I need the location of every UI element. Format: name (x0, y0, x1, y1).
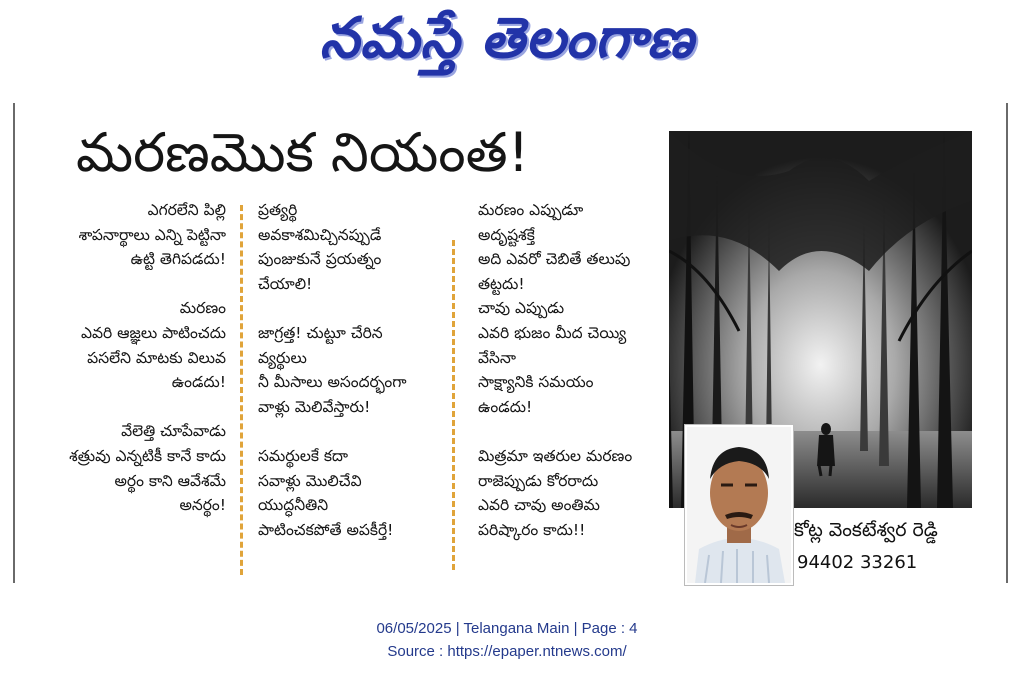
masthead-logo: నమస్తే తెలంగాణ (319, 6, 695, 71)
poem-line: మరణం (179, 299, 226, 318)
poem-line: మరణం ఎప్పుడూ (478, 201, 584, 219)
poem-line: వ్యర్థులు (258, 348, 307, 367)
poem-line: ఉండదు! (478, 397, 533, 416)
right-rule (1006, 103, 1008, 583)
poem-line: ప్రత్యర్థి (258, 201, 298, 219)
poem-line: పరిష్కారం కాదు!! (478, 520, 586, 539)
column-divider-2 (452, 240, 455, 570)
poem-line: అవకాశమిచ్చినప్పుడే (258, 225, 382, 244)
footer-source-link[interactable]: Source : https://epaper.ntnews.com/ (387, 643, 627, 660)
poem-line: యుద్ధనీతిని (258, 496, 329, 515)
poem-line: రాజెప్పుడు కోరరాదు (478, 471, 599, 490)
stanza-gap (40, 272, 226, 297)
poem-line: సవాళ్లు మొలిచేవి (258, 471, 362, 490)
poem-line: ఉండదు! (171, 373, 226, 392)
poem-column-3 (478, 198, 668, 542)
poem-line: వేసినా (478, 348, 517, 367)
stanza-gap (40, 395, 226, 420)
stanza-gap (258, 419, 458, 444)
poem-column-1 (40, 198, 226, 518)
poem-line: ఎవరి చావు అంతిమ (478, 496, 600, 515)
left-rule (13, 103, 15, 583)
poem-line: మిత్రమా ఇతరుల మరణం (478, 446, 633, 465)
poem-line: వాళ్లు మెలివేస్తారు! (258, 397, 371, 416)
stanza-gap (478, 419, 668, 444)
poem-line: వేలెత్తి చూపేవాడు (121, 422, 226, 441)
article-headline: మరణమొక నియంత! (76, 121, 530, 184)
column-divider-1 (240, 205, 243, 575)
poem-line: ఉట్టి తెగిపడదు! (130, 250, 226, 269)
poem-line: ఎవరి భుజం మీద చెయ్యి (478, 323, 627, 342)
author-portrait (685, 425, 793, 585)
poem-line: పుంజుకునే ప్రయత్నం (258, 250, 382, 269)
poem-line: జాగ్రత్త! చుట్టూ చేరిన (258, 323, 383, 342)
poem-line: పాటించకపోతే అపకీర్తే! (258, 520, 394, 539)
poem-line: అది ఎవరో చెబితే తలుపు (478, 250, 631, 269)
masthead (0, 0, 1014, 84)
poem-line: ఎగరలేని పిల్లి (147, 201, 226, 219)
poem-line: అదృష్టశక్తే (478, 225, 535, 244)
poem-line: శత్రువు ఎన్నటికీ కానే కాదు (69, 446, 226, 465)
author-name: కోట్ల వెంకటేశ్వర రెడ్డి (794, 519, 938, 541)
poem-line: నీ మీసాలు అసందర్భంగా (258, 373, 407, 392)
poem-line: పసలేని మాటకు విలువ (87, 348, 226, 367)
poem-line: చావు ఎప్పుడు (478, 299, 565, 318)
author-phone: 94402 33261 (797, 552, 918, 573)
poem-line: ఎవరి ఆజ్ఞలు పాటించదు (80, 323, 226, 342)
poem-line: శాపనార్థాలు ఎన్ని పెట్టినా (78, 225, 226, 244)
poem-column-2 (258, 198, 458, 542)
poem-line: చేయాలి! (258, 274, 313, 293)
poem-line: తట్టదు! (478, 274, 525, 293)
stanza-gap (258, 296, 458, 321)
footer-edition-info: 06/05/2025 | Telangana Main | Page : 4 (376, 620, 638, 637)
poem-line: సమర్థులకే కదా (258, 446, 349, 465)
poem-line: సాక్ష్యానికి సమయం (478, 373, 594, 392)
poem-line: అర్థం కాని ఆవేశమే (114, 471, 226, 490)
poem-line: అనర్థం! (179, 496, 226, 515)
